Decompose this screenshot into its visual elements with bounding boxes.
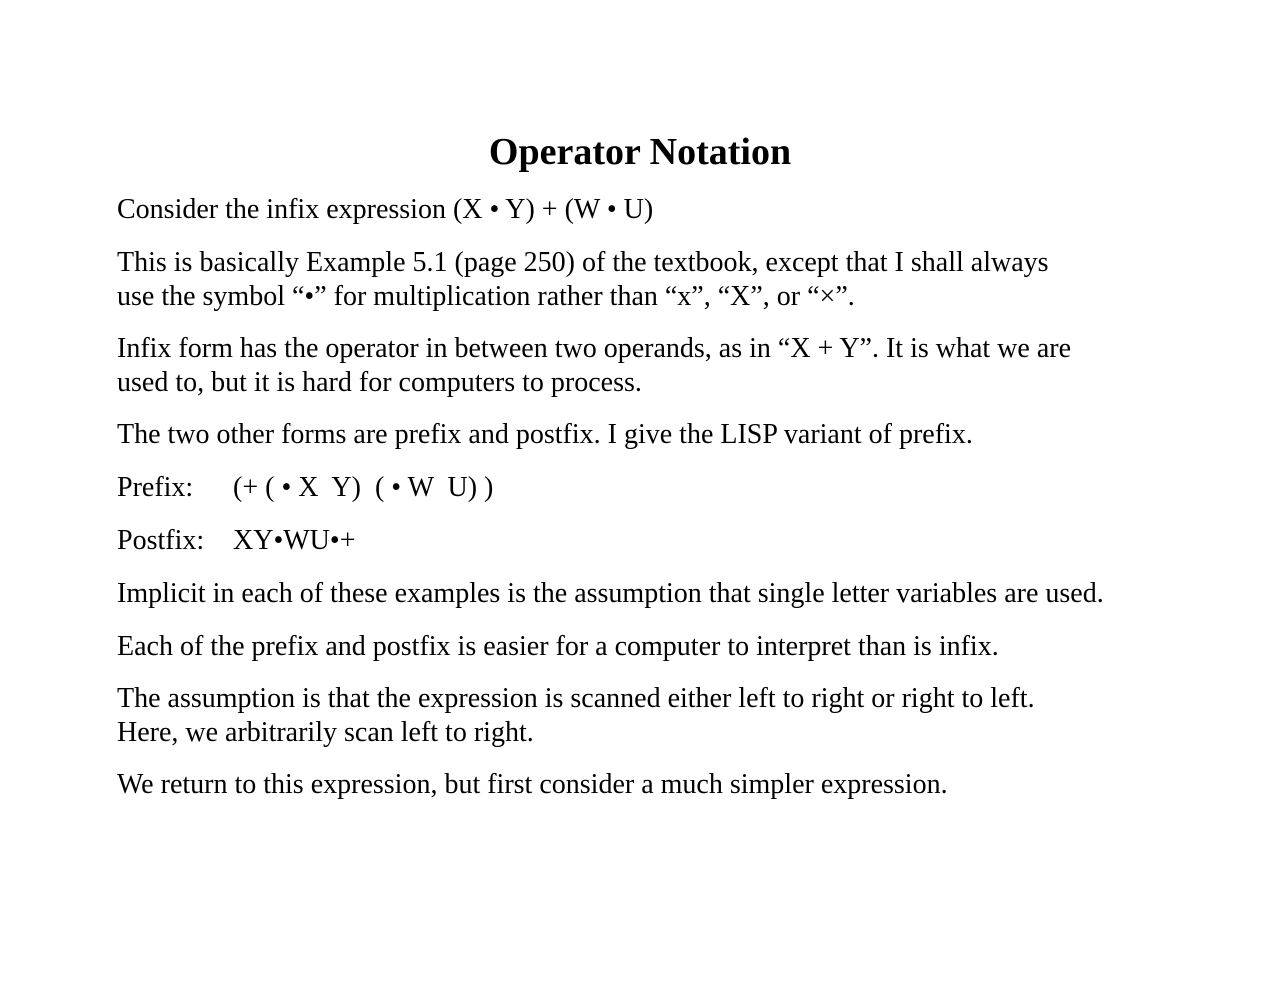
postfix-example — [117, 524, 1197, 558]
paragraph-infix-form — [117, 332, 1197, 400]
prefix-label: Prefix: — [117, 472, 194, 503]
postfix-label: Postfix: — [117, 525, 205, 556]
paragraph-easier-interpret: Each of the prefix and postfix is easier for a computer to interpret than is infix. — [117, 631, 999, 662]
paragraph-other-forms: The two other forms are prefix and postfix. I give the LISP variant of prefix. — [117, 419, 973, 450]
paragraph-line: use the symbol “•” for multiplication rather than “x”, “X”, or “×”. — [117, 281, 855, 312]
paragraph-single-letter-assumption: Implicit in each of these examples is the assumption that single letter variables are used. — [117, 578, 1104, 609]
prefix-example — [117, 471, 1197, 505]
paragraph-scan-direction — [117, 682, 1197, 750]
paragraph-line: Here, we arbitrarily scan left to right. — [117, 717, 534, 748]
postfix-value: XY•WU•+ — [233, 525, 356, 556]
prefix-value: (+ ( • X Y) ( • W U) ) — [233, 472, 494, 503]
paragraph-infix-expression: Consider the infix expression (X • Y) + (W • U) — [117, 194, 654, 225]
paragraph-textbook-note — [117, 246, 1197, 314]
page-title: Operator Notation — [488, 131, 792, 173]
paragraph-line: This is basically Example 5.1 (page 250) of the textbook, except that I shall always — [117, 247, 1049, 278]
paragraph-line: The assumption is that the expression is scanned either left to right or right to left. — [117, 683, 1035, 714]
paragraph-line: Infix form has the operator in between two operands, as in “X + Y”. It is what we are — [117, 333, 1071, 364]
paragraph-return-expression: We return to this expression, but first consider a much simpler expression. — [117, 769, 948, 800]
paragraph-line: used to, but it is hard for computers to process. — [117, 367, 642, 398]
